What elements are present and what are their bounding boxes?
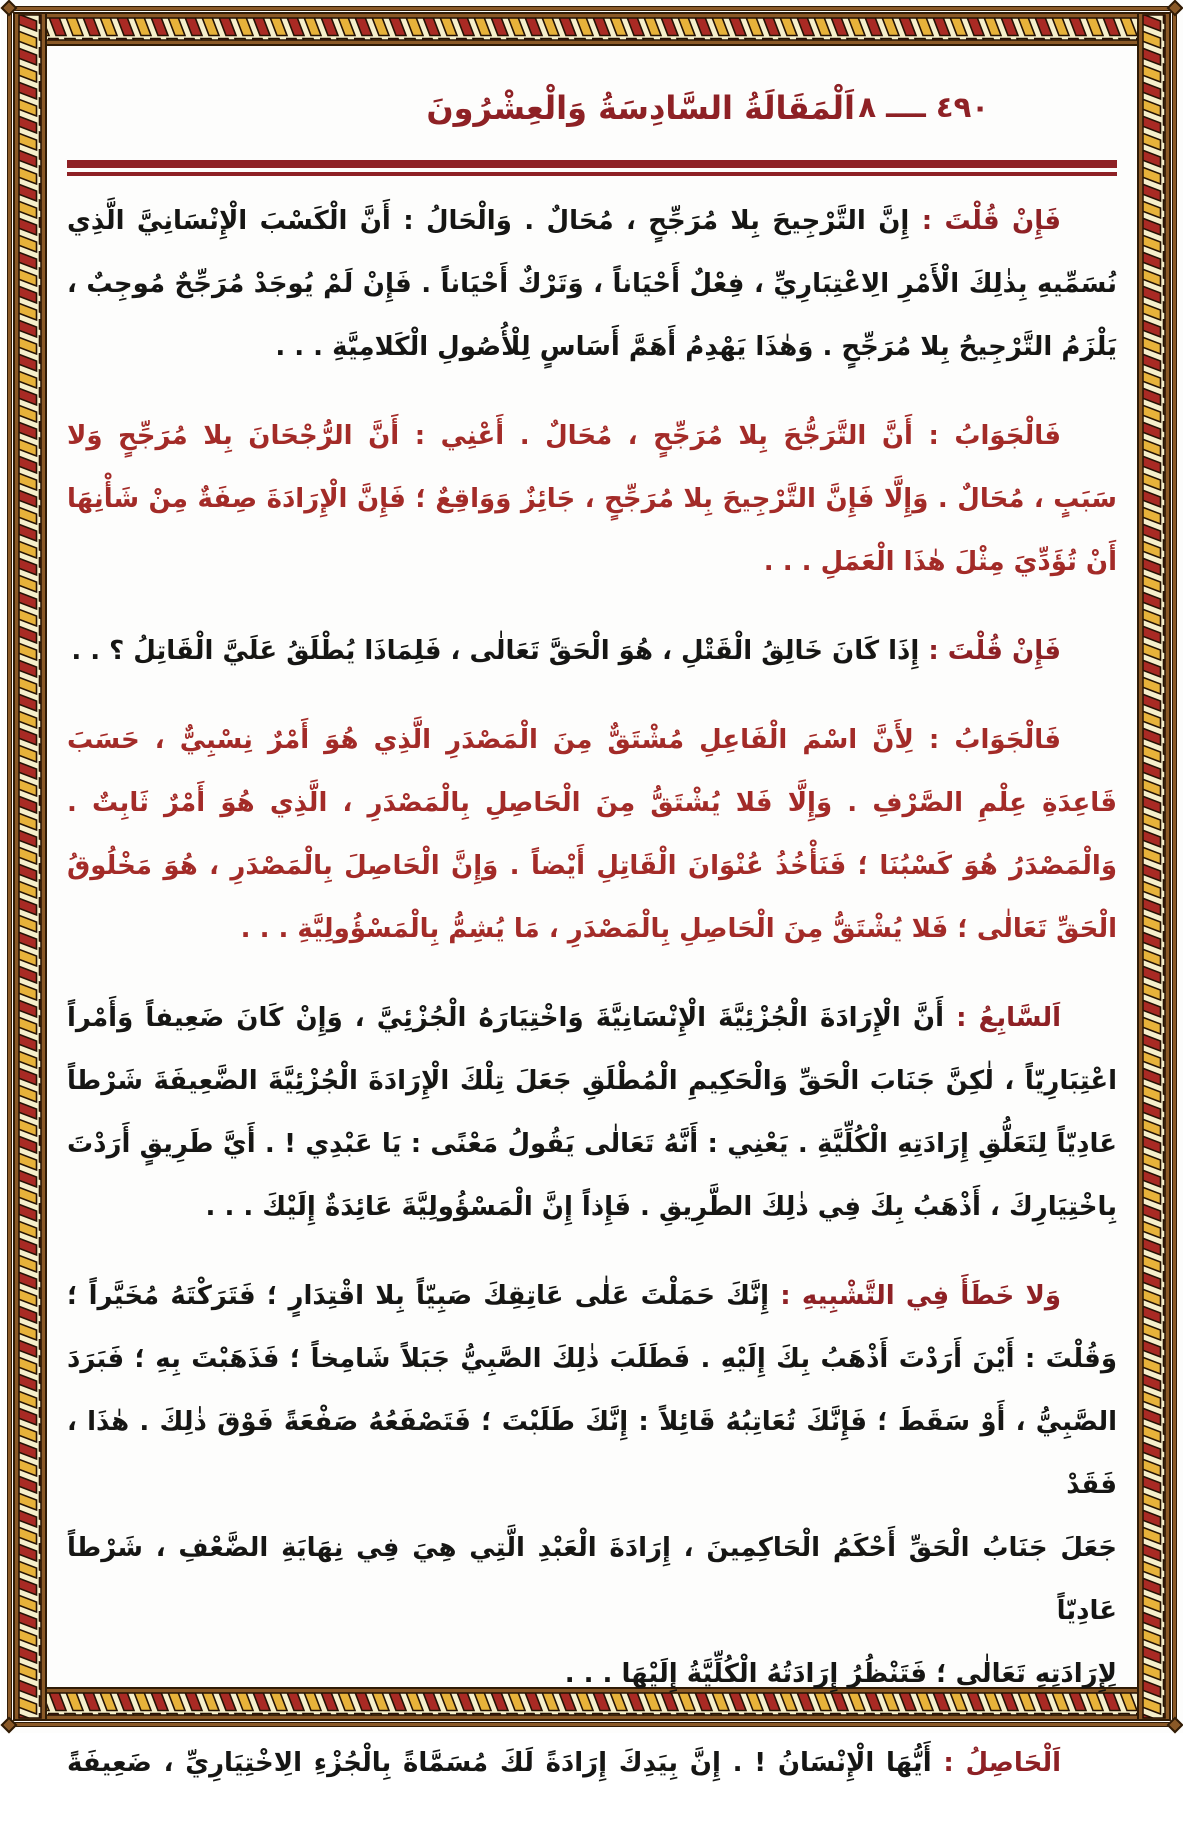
paragraph-lead: فَإِنْ قُلْتَ :: [919, 636, 1061, 666]
text-line: [67, 987, 1117, 1050]
page-number: ٤٩٠ ــــ ٨: [858, 90, 989, 124]
text-line: قَاعِدَةِ عِلْمِ الصَّرْفِ . وَإِلَّا فَلا يُشْتَقُّ مِنَ الْحَاصِلِ بِالْمَصْدَرِ ، الَّذِي هُوَ أَمْرٌ ثَابِتٌ .: [67, 788, 1117, 818]
ornament-border-top: [14, 13, 1170, 45]
paragraph: [67, 1732, 1117, 1795]
header-double-rule: [67, 160, 1117, 176]
text-line: [67, 709, 1117, 772]
paragraph: [67, 190, 1117, 379]
text-line: جَعَلَ جَنَابُ الْحَقِّ أَحْكَمُ الْحَاكِمِينَ ، إِرَادَةَ الْعَبْدِ الَّتِي هِيَ فِي نِهَايَةِ الضَّعْفِ ، شَرْطاً عَادِيّاً: [67, 1533, 1117, 1626]
book-page: [1, 0, 1183, 1778]
text-line: [67, 1265, 1117, 1328]
paragraph: [67, 620, 1117, 683]
paragraph-lead: فَالْجَوَابُ :: [912, 421, 1061, 451]
line-text: أَيُّهَا الْإِنْسَانُ ! . إِنَّ بِيَدِكَ إِرَادَةً لَكَ مُسَمَّاةً بِالْجُزْءِ الِاخْتِيَارِيِّ ، ضَعِيفَةً: [67, 1748, 932, 1778]
text-line: عَادِيّاً لِتَعَلُّقِ إِرَادَتِهِ الْكُلِّيَّةِ . يَعْنِي : أَنَّهُ تَعَالٰى يَقُولُ مَعْنًى : يَا عَبْدِي ! . أَيَّ طَرِيقٍ أَرَدْتَ: [67, 1129, 1117, 1159]
line-text: لِأَنَّ اسْمَ الْفَاعِلِ مُشْتَقٌّ مِنَ الْمَصْدَرِ الَّذِي هُوَ أَمْرٌ نِسْبِيٌّ ، حَسَبَ: [67, 725, 914, 755]
line-text: إِنَّ التَّرْجِيحَ بِلا مُرَجِّحٍ ، مُحَالٌ . وَالْحَالُ : أَنَّ الْكَسْبَ الْإِنْسَانِيَّ الَّذِي: [67, 206, 910, 236]
body-text: [67, 190, 1117, 1795]
text-line: يَلْزَمُ التَّرْجِيحُ بِلا مُرَجِّحٍ . وَهٰذَا يَهْدِمُ أَهَمَّ أَسَاسٍ لِلْأُصُولِ الْكَلامِيَّةِ . . .: [275, 332, 1117, 362]
ornament-border-left: [14, 13, 46, 1720]
text-line: وَقُلْتَ : أَيْنَ أَرَدْتَ أَذْهَبُ بِكَ إِلَيْهِ . فَطَلَبَ ذٰلِكَ الصَّبِيُّ جَبَلاً شَامِخاً ؛ فَذَهَبْتَ بِهِ ؛ فَبَرَدَ: [67, 1344, 1117, 1374]
paragraph: [67, 405, 1117, 594]
text-line: [67, 405, 1117, 468]
paragraph-lead: فَإِنْ قُلْتَ :: [909, 206, 1061, 236]
text-line: [67, 190, 1117, 253]
line-text: أَنَّ التَّرَجُّحَ بِلا مُرَجِّحٍ ، مُحَالٌ . أَعْنِي : أَنَّ الرُّجْحَانَ بِلا مُرَجِّحٍ وَلا: [67, 421, 913, 451]
text-line: نُسَمِّيهِ بِذٰلِكَ الْأَمْرِ الِاعْتِبَارِيِّ ، فِعْلٌ أَحْيَاناً ، وَتَرْكٌ أَحْيَاناً . فَإِنْ لَمْ يُوجَدْ مُرَجِّحٌ مُوجِبٌ ،: [67, 269, 1117, 299]
paragraph: [67, 987, 1117, 1239]
text-line: بِاخْتِيَارِكَ ، أَذْهَبُ بِكَ فِي ذٰلِكَ الطَّرِيقِ . فَإِذاً إِنَّ الْمَسْؤُولِيَّةَ عَائِدَةٌ إِلَيْكَ . . .: [205, 1192, 1117, 1222]
paragraph-lead: فَالْجَوَابُ :: [913, 725, 1061, 755]
text-line: اعْتِبَارِيّاً ، لٰكِنَّ جَنَابَ الْحَقِّ وَالْحَكِيمِ الْمُطْلَقِ جَعَلَ تِلْكَ الْإِرَادَةَ الْجُزْئِيَّةَ الضَّعِيفَةَ شَرْطاً: [67, 1066, 1117, 1096]
text-line: الصَّبِيُّ ، أَوْ سَقَطَ ؛ فَإِنَّكَ تُعَاتِبُهُ قَائِلاً : إِنَّكَ طَلَبْتَ ؛ فَتَصْفَعُهُ صَفْعَةً فَوْقَ ذٰلِكَ . هٰذَا ، فَقَدْ: [67, 1407, 1117, 1500]
paragraph-lead: اَلْحَاصِلُ :: [931, 1748, 1061, 1778]
line-text: إِنَّكَ حَمَلْتَ عَلٰى عَاتِقِكَ صَبِيّاً بِلا اقْتِدَارٍ ؛ فَتَرَكْتَهُ مُخَيَّراً ؛: [67, 1281, 770, 1311]
text-line: [67, 1732, 1117, 1795]
text-line: وَالْمَصْدَرُ هُوَ كَسْبُنَا ؛ فَنَأْخُذُ عُنْوَانَ الْقَاتِلِ أَيْضاً . وَإِنَّ الْحَاصِلَ بِالْمَصْدَرِ ، هُوَ مَخْلُوقُ: [67, 851, 1117, 881]
page-title: اَلْمَقَالَةُ السَّادِسَةُ وَالْعِشْرُونَ: [426, 89, 855, 127]
text-line: [67, 620, 1117, 683]
text-line: الْحَقِّ تَعَالٰى ؛ فَلا يُشْتَقُّ مِنَ الْحَاصِلِ بِالْمَصْدَرِ ، مَا يُشِمُّ بِالْمَسْؤُولِيَّةِ . . .: [240, 914, 1117, 944]
text-line: لِإِرَادَتِهِ تَعَالٰى ؛ فَتَنْظُرُ إِرَادَتُهُ الْكُلِّيَّةُ إِلَيْهَا . . .: [564, 1659, 1117, 1689]
paragraph-lead: وَلا خَطَأَ فِي التَّشْبِيهِ :: [769, 1281, 1061, 1311]
page-header: [67, 84, 1117, 148]
paragraph: [67, 709, 1117, 961]
line-text: إِذَا كَانَ خَالِقُ الْقَتْلِ ، هُوَ الْحَقَّ تَعَالٰى ، فَلِمَاذَا يُطْلَقُ عَلَيَّ الْقَاتِلُ ؟ . .: [71, 636, 920, 666]
ornament-border-right: [1138, 13, 1170, 1720]
line-text: أَنَّ الْإِرَادَةَ الْجُزْئِيَّةَ الْإِنْسَانِيَّةَ وَاخْتِيَارَهُ الْجُزْئِيَّ ، وَإِنْ كَانَ ضَعِيفاً وَأَمْراً: [67, 1003, 945, 1033]
text-line: سَبَبٍ ، مُحَالٌ . وَإِلَّا فَإِنَّ التَّرْجِيحَ بِلا مُرَجِّحٍ ، جَائِزٌ وَوَاقِعٌ ؛ فَإِنَّ الْإِرَادَةَ صِفَةٌ مِنْ شَأْنِهَا: [67, 484, 1117, 514]
text-line: أَنْ تُؤَدِّيَ مِثْلَ هٰذَا الْعَمَلِ . . .: [763, 547, 1117, 577]
paragraph-lead: اَلسَّابِعُ :: [944, 1003, 1061, 1033]
page-content: [67, 84, 1117, 1821]
paragraph: [67, 1265, 1117, 1706]
